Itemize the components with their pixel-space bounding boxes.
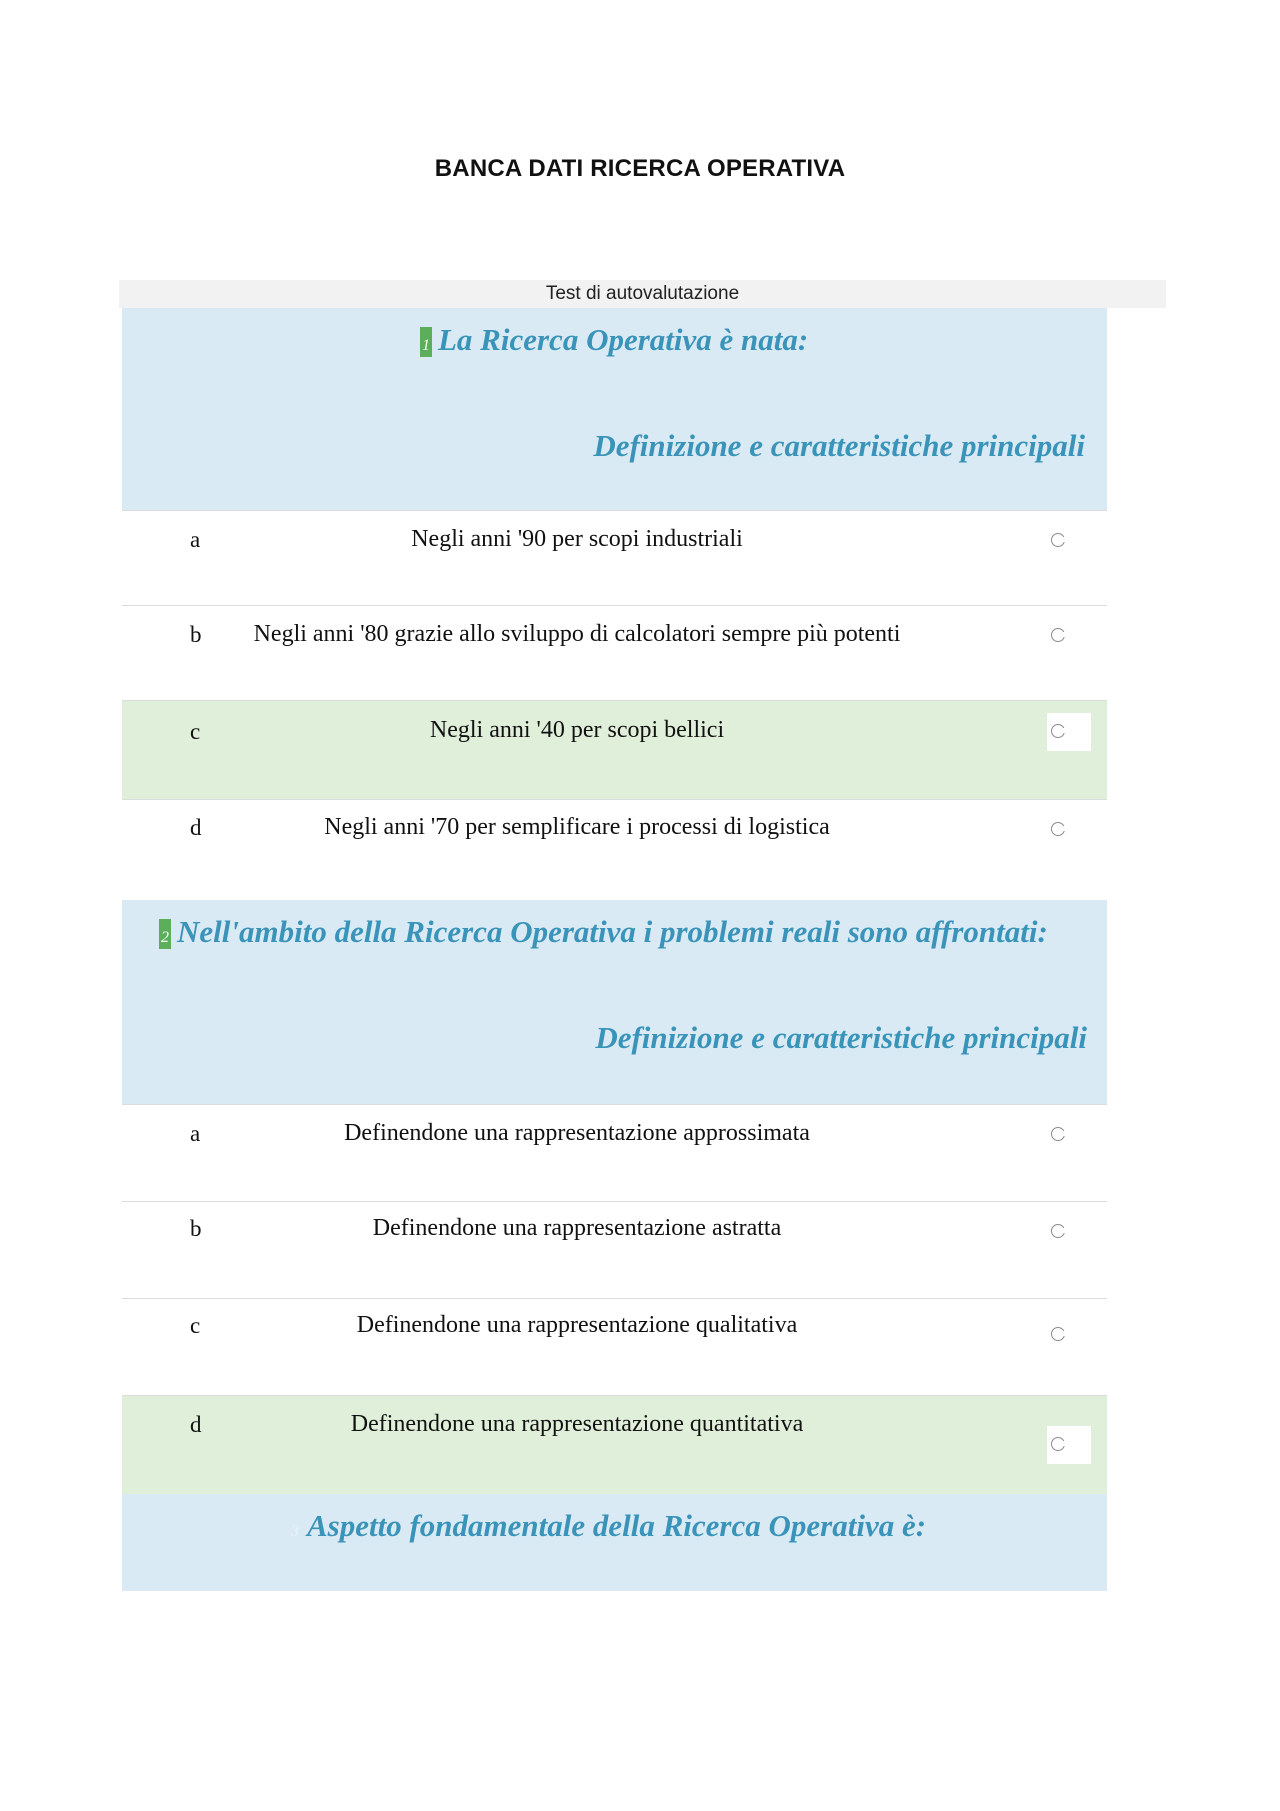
option-letter: d: [190, 1412, 202, 1437]
radio-button[interactable]: [1051, 1437, 1065, 1451]
question-number-badge: 1: [420, 327, 432, 357]
option-letter: a: [190, 1121, 201, 1146]
question-block-1: [122, 308, 1107, 898]
option-text: Definendone una rappresentazione astratta: [372, 1215, 782, 1241]
option-text: Negli anni '70 per semplificare i processi di logistica: [324, 814, 830, 840]
option-letter: c: [190, 1313, 201, 1338]
radio-button[interactable]: [1051, 724, 1065, 738]
radio-button[interactable]: [1051, 822, 1065, 836]
question-header: [122, 900, 1107, 1104]
document-title: BANCA DATI RICERCA OPERATIVA: [434, 155, 846, 182]
answer-option-c[interactable]: [122, 700, 1107, 799]
question-number-badge: 2: [159, 919, 171, 949]
option-letter: b: [190, 1216, 202, 1241]
radio-button[interactable]: [1051, 1127, 1065, 1141]
radio-button[interactable]: [1051, 1327, 1065, 1341]
question-header: [122, 308, 1107, 510]
question-title: [420, 322, 808, 358]
radio-button[interactable]: [1051, 533, 1065, 547]
option-text: Negli anni '40 per scopi bellici: [429, 717, 725, 743]
radio-button[interactable]: [1051, 1224, 1065, 1238]
option-letter: b: [190, 622, 202, 647]
option-text: Definendone una rappresentazione quantitativa: [350, 1411, 804, 1437]
answer-option-d[interactable]: [122, 1395, 1107, 1494]
question-text: La Ricerca Operativa è nata:: [438, 322, 809, 357]
answer-option-c[interactable]: [122, 1298, 1107, 1395]
answer-option-b[interactable]: [122, 605, 1107, 700]
question-block-3: [122, 1494, 1107, 1591]
option-letter: d: [190, 815, 202, 840]
question-text: Aspetto fondamentale della Ricerca Operativa è:: [307, 1508, 927, 1543]
answer-option-d[interactable]: [122, 799, 1107, 898]
option-text: Negli anni '90 per scopi industriali: [411, 526, 743, 552]
question-topic: Definizione e caratteristiche principali: [593, 428, 1085, 463]
option-text: Negli anni '80 grazie allo sviluppo di calcolatori sempre più potenti: [253, 621, 901, 647]
question-block-2: [122, 900, 1107, 1494]
answer-option-b[interactable]: [122, 1201, 1107, 1298]
option-text: Definendone una rappresentazione qualitativa: [356, 1312, 798, 1338]
question-title: [159, 914, 1048, 950]
test-label: Test di autovalutazione: [119, 280, 1166, 308]
option-letter: a: [190, 527, 201, 552]
question-text: Nell'ambito della Ricerca Operativa i problemi reali sono affrontati:: [177, 914, 1048, 949]
question-number-badge: 3: [291, 1523, 299, 1540]
option-text: Definendone una rappresentazione approssimata: [344, 1120, 810, 1146]
question-title: [289, 1508, 926, 1544]
answer-option-a[interactable]: [122, 1104, 1107, 1201]
question-header: [122, 1494, 1107, 1591]
radio-button[interactable]: [1051, 628, 1065, 642]
radio-highlight: [1047, 1426, 1091, 1464]
question-topic: Definizione e caratteristiche principali: [595, 1020, 1087, 1055]
option-letter: c: [190, 719, 201, 744]
radio-highlight: [1047, 713, 1091, 751]
answer-option-a[interactable]: [122, 510, 1107, 605]
